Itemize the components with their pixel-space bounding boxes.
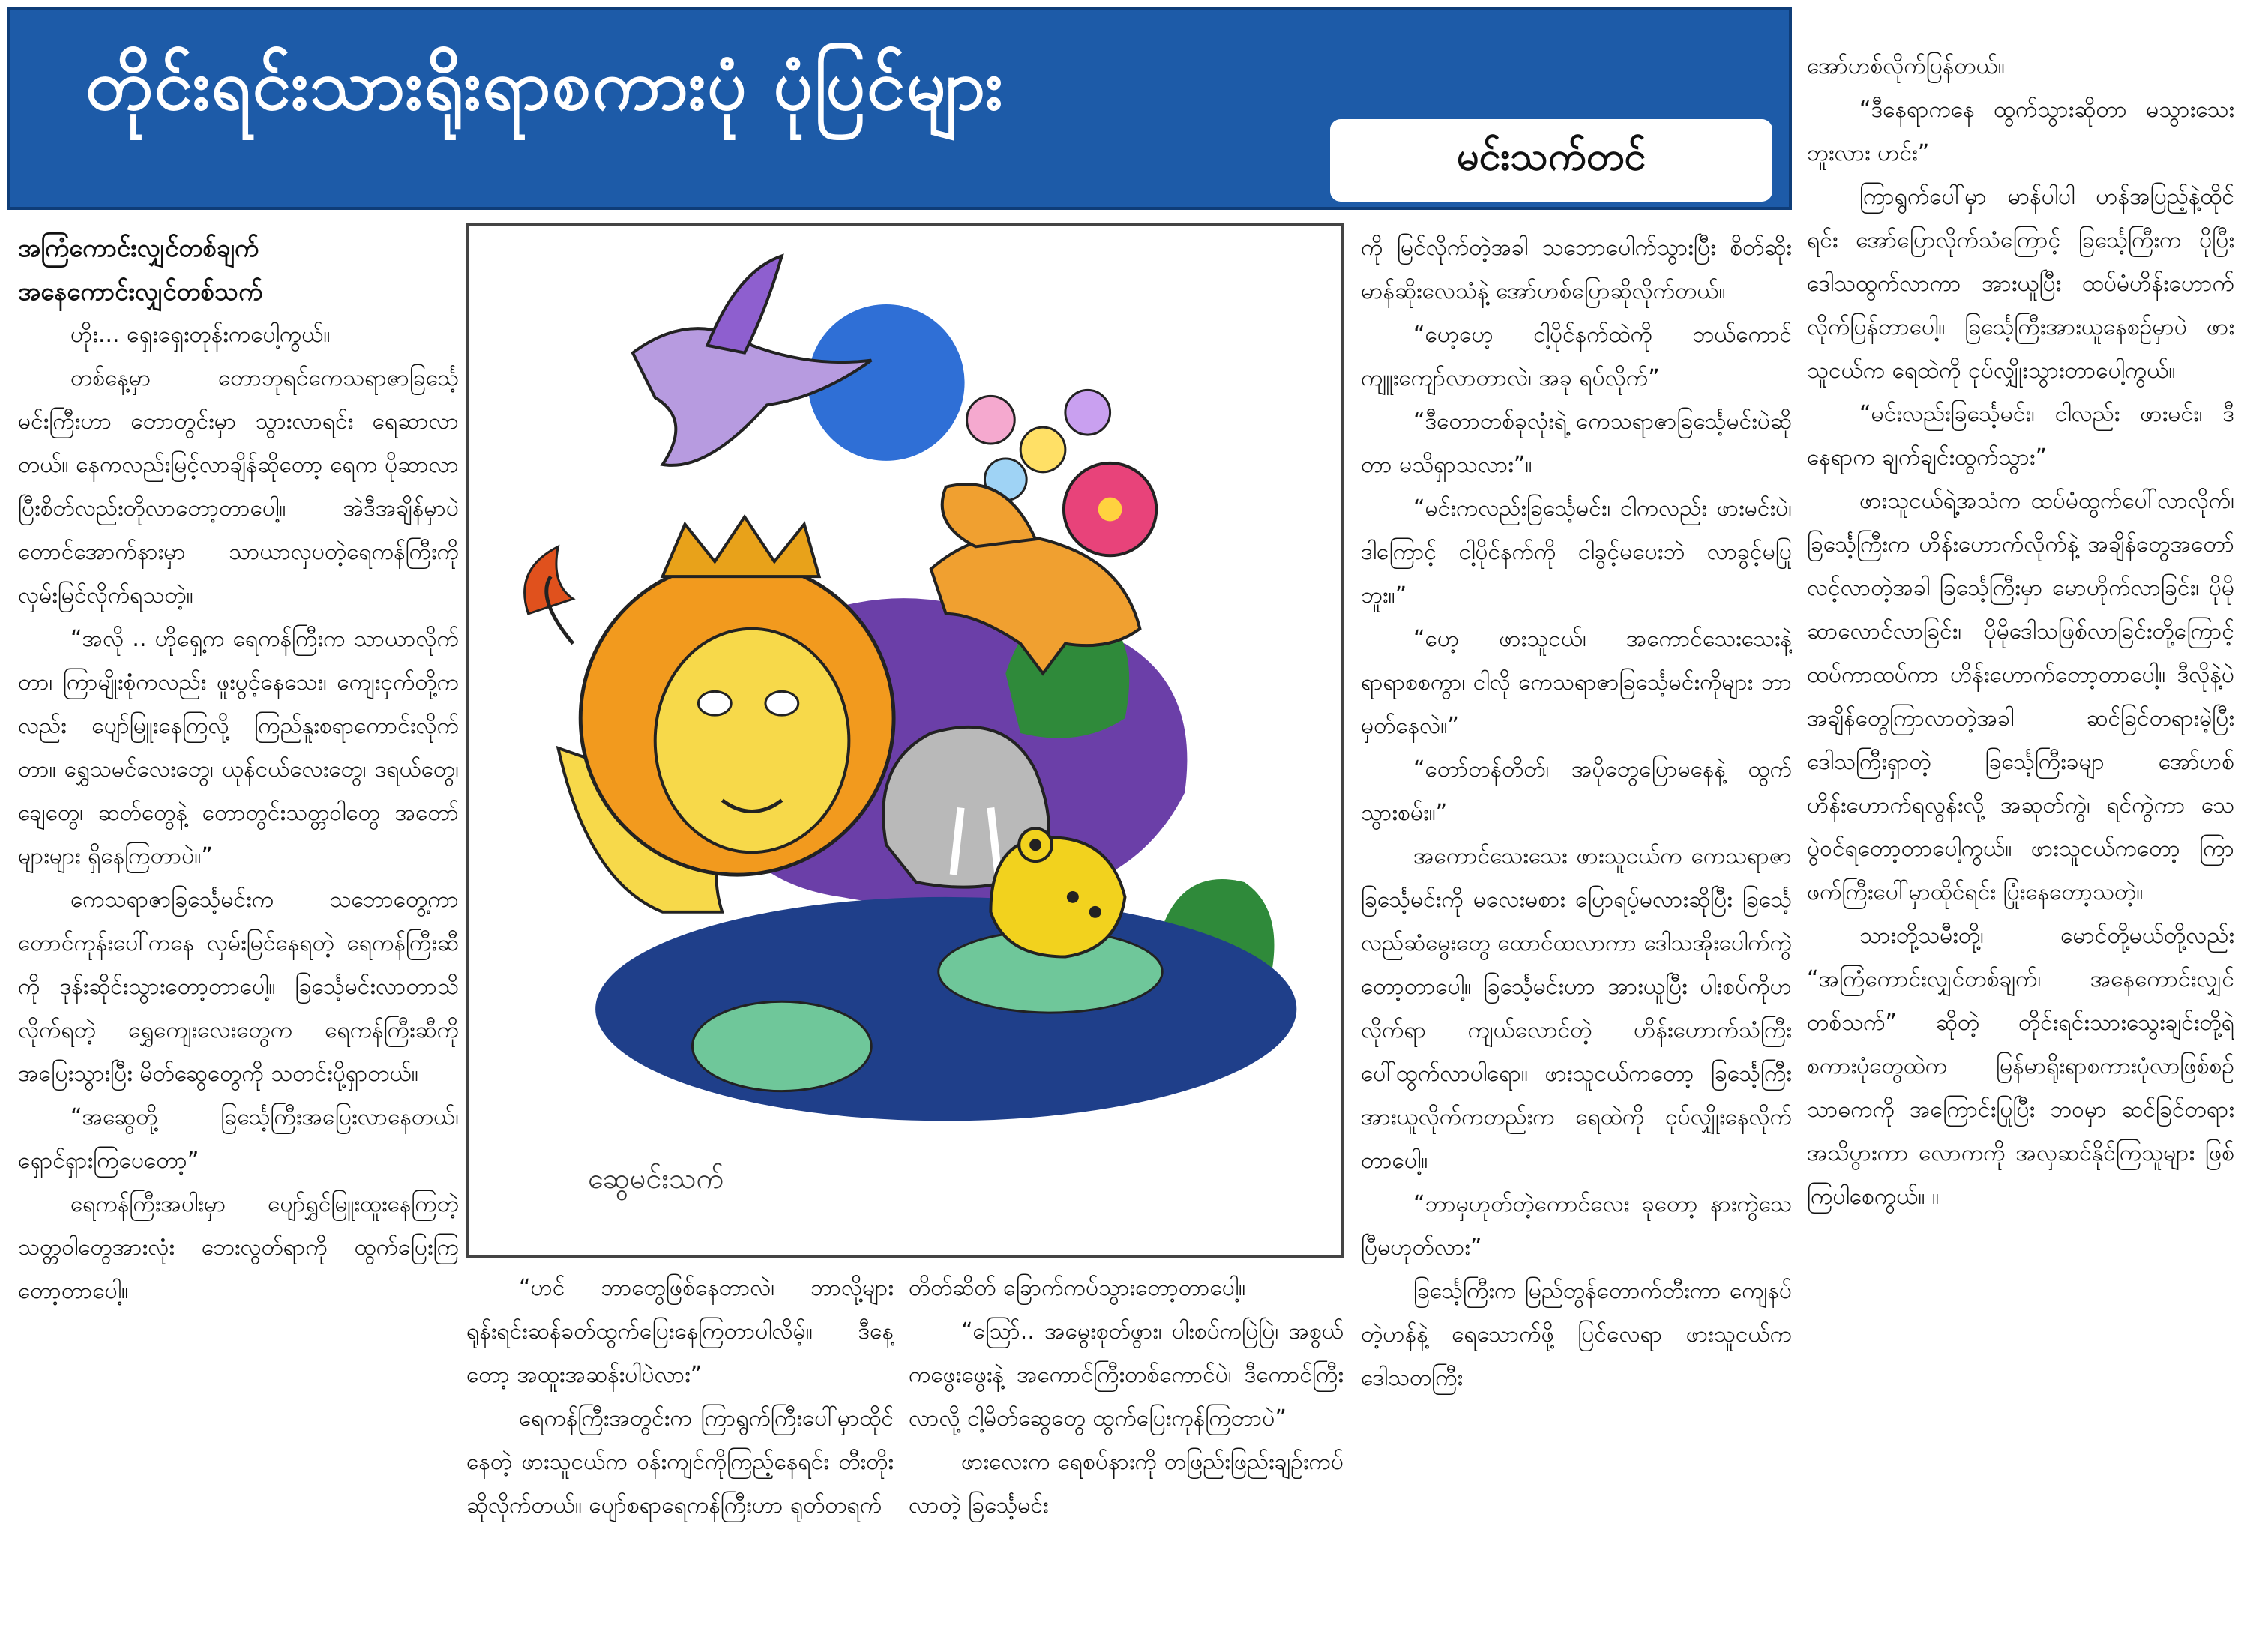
paragraph: “ဒီတောတစ်ခုလုံးရဲ့ ကေသရာဇာခြင်္သေ့မင်းပဲဆိုတာ မသိရှာသလား”။ <box>1361 409 1792 478</box>
paragraph: ကြာရွက်ပေါ်မှာ မာန်ပါပါ ဟန်အပြည့်နဲ့ထိုင်ရင်း အော်ပြောလိုက်သံကြောင့် ခြင်္သေ့ကြီးက ပိုပြီးဒေါသထွက်လာကာ အားယူပြီး ထပ်မံဟိန်းဟောက်လိုက်ပြန်တာပေါ့။ ခြင်္သေ့ကြီးအားယူနေစဉ်မှာပဲ ဖားသူငယ်က ရေထဲကို ငုပ်လျှိုးသွားတာပေါ့ကွယ်။ <box>1807 184 2234 384</box>
paragraph: ရေကန်ကြီးအပါးမှာ ပျော်ရွှင်မြူးထူးနေကြတဲ့သတ္တဝါတွေအားလုံး ဘေးလွတ်ရာကို ထွက်ပြေးကြတော့တာပေါ့။ <box>18 1191 459 1304</box>
paragraph: အော်ဟစ်လိုက်ပြန်တယ်။ <box>1807 53 2005 79</box>
paragraph: “ဩော်.. အမွေးစုတ်ဖွား၊ ပါးစပ်ကပြဲပြဲ၊ အစွယ်ကဖွေးဖွေးနဲ့ အကောင်ကြီးတစ်ကောင်ပဲ၊ ဒီကောင်ကြီးလာလို့ ငါ့မိတ်ဆွေတွေ ထွက်ပြေးကုန်ကြတာပဲ” <box>909 1318 1344 1432</box>
paragraph: တစ်နေ့မှာ တောဘုရင်ကေသရာဇာခြင်္သေ့မင်းကြီးဟာ တောတွင်းမှာ သွားလာရင်း ရေဆာလာတယ်။ နေကလည်းမြင့်လာချိန်ဆိုတော့ ရေက ပိုဆာလာပြီးစိတ်လည်းတိုလာတော့တာပေါ့။ အဲဒီအချိန်မှာပဲ တောင်အောက်နားမှာ သာယာလှပတဲ့ရေကန်ကြီးကို လှမ်းမြင်လိုက်ရသတဲ့။ <box>18 365 459 609</box>
paragraph: “ဘာမှဟုတ်တဲ့ကောင်လေး ခုတော့ နားကွဲသေပြီမဟုတ်လား” <box>1361 1191 1792 1261</box>
paragraph: “မင်းကလည်းခြင်္သေ့မင်း၊ ငါကလည်း ဖားမင်းပဲ၊ ဒါကြောင့် ငါ့ပိုင်နက်ကို ငါခွင့်မပေးဘဲ လာခွင့်မပြုဘူး။” <box>1361 495 1792 609</box>
paragraph: ဖားသူငယ်ရဲ့အသံက ထပ်မံထွက်ပေါ်လာလိုက်၊ ခြင်္သေ့ကြီးက ဟိန်းဟောက်လိုက်နဲ့ အချိန်တွေအတော်လင့်လာတဲ့အခါ ခြင်္သေ့ကြီးမှာ မောဟိုက်လာခြင်း၊ ပိုမိုဆာလောင်လာခြင်း၊ ပိုမိုဒေါသဖြစ်လာခြင်းတို့ကြောင့် ထပ်ကာထပ်ကာ ဟိန်းဟောက်တော့တာပေါ့။ ဒီလိုနဲ့ပဲ အချိန်တွေကြာလာတဲ့အခါ ဆင်ခြင်တရားမဲ့ပြီး ဒေါသကြီးရှာတဲ့ ခြင်္သေ့ကြီးခမျာ အော်ဟစ်ဟိန်းဟောက်ရလွန်းလို့ အဆုတ်ကွဲ၊ ရင်ကွဲကာ သေပွဲဝင်ရတော့တာပေါ့ကွယ်။ ဖားသူငယ်ကတော့ ကြာဖက်ကြီးပေါ်မှာထိုင်ရင်း ပြုံးနေတော့သတဲ့။ <box>1807 488 2234 905</box>
article-column-1 <box>18 226 459 1643</box>
article-column-2 <box>466 1267 894 1645</box>
paragraph: “ဒီနေရာကနေ ထွက်သွားဆိုတာ မသွားသေးဘူးလား ဟင်း” <box>1807 97 2234 166</box>
author-name: မင်းသက်တင် <box>1456 134 1646 179</box>
headline-title: တိုင်းရင်းသားရိုးရာစကားပုံ ပုံပြင်များ <box>85 45 1005 125</box>
author-box <box>1330 119 1772 202</box>
paragraph: ကေသရာဇာခြင်္သေ့မင်းက သဘောတွေ့ကာ တောင်ကုန်းပေါ်ကနေ လှမ်းမြင်နေရတဲ့ ရေကန်ကြီးဆီကို ဒုန်းဆိုင်းသွားတော့တာပေါ့။ ခြင်္သေ့မင်းလာတာသိလိုက်ရတဲ့ ရွှေကျေးလေးတွေက ရေကန်ကြီးဆီကို အပြေးသွားပြီး မိတ်ဆွေတွေကို သတင်းပို့ရှာတယ်။ <box>18 887 459 1087</box>
paragraph: “မင်းလည်းခြင်္သေ့မင်း၊ ငါလည်း ဖားမင်း၊ ဒီနေရာက ချက်ချင်းထွက်သွား” <box>1807 401 2234 471</box>
pond <box>595 897 1296 1121</box>
bird-wing-icon <box>707 256 781 352</box>
paragraph: “အဆွေတို့ ခြင်္သေ့ကြီးအပြေးလာနေတယ်၊ ရှောင်ရှားကြပေတော့” <box>18 1104 459 1174</box>
crown-icon <box>663 517 819 577</box>
lily-pad-icon <box>692 1001 871 1091</box>
section-heading-line-2: အနေကောင်းလျှင်တစ်သက် <box>18 277 263 306</box>
illustration-artwork <box>469 226 1341 1255</box>
artist-signature: ဆွေမင်းသက် <box>588 1161 724 1195</box>
paragraph: တိတ်ဆိတ် ခြောက်ကပ်သွားတော့တာပေါ့။ <box>909 1275 1246 1301</box>
paragraph: “အလို .. ဟိုရှေ့က ရေကန်ကြီးက သာယာလိုက်တာ၊ ကြာမျိုးစုံကလည်း ဖူးပွင့်နေသေး၊ ကျေးငှက်တို့ကလည်း ပျော်မြူးနေကြလို့ ကြည်နူးစရာကောင်းလိုက်တာ။ ရွှေသမင်လေးတွေ၊ ယုန်ငယ်လေးတွေ၊ ဒရယ်တွေ၊ ချေတွေ၊ ဆတ်တွေနဲ့ တောတွင်းသတ္တဝါတွေ အတော်များများ ရှိနေကြတာပဲ။” <box>18 626 459 869</box>
paragraph: “ဟင် ဘာတွေဖြစ်နေတာလဲ၊ ဘာလို့များ ရုန်းရင်းဆန်ခတ်ထွက်ပြေးနေကြတာပါလိမ့်။ ဒီနေ့တော့ အထူးအဆန်းပါပဲလား” <box>466 1275 894 1388</box>
paragraph: သားတို့သမီးတို့၊ မောင်တို့မယ်တို့လည်း “အကြံကောင်းလျှင်တစ်ချက်၊ အနေကောင်းလျှင်တစ်သက်” ဆိုတဲ့ တိုင်းရင်းသားသွေးချင်းတို့ရဲ့ စကားပုံတွေထဲက မြန်မာရိုးရာစကားပုံလာဖြစ်စဉ်သာဓကကို အကြောင်းပြုပြီး ဘဝမှာ ဆင်ခြင်တရားအသိပွားကာ လောကကို အလှဆင်နိုင်ကြသူများ ဖြစ်ကြပါစေကွယ်။ ။ <box>1807 923 2234 1210</box>
paragraph: ဟိုး... ရှေးရှေးတုန်းကပေါ့ကွယ်။ <box>70 322 331 348</box>
article-column-4 <box>1361 226 1792 1643</box>
article-column-3 <box>909 1267 1344 1645</box>
paragraph: “တော်တန်တိတ်၊ အပိုတွေပြောမနေနဲ့ ထွက်သွားစမ်း။” <box>1361 756 1792 826</box>
paragraph: ကို မြင်လိုက်တဲ့အခါ သဘောပေါက်သွားပြီး စိတ်ဆိုးမာန်ဆိုးလေသံနဲ့ အော်ဟစ်ပြောဆိုလိုက်တယ်။ <box>1361 235 1792 304</box>
paragraph: အကောင်သေးသေး ဖားသူငယ်က ကေသရာဇာခြင်္သေ့မင်းကို မလေးမစား ပြောရပ့်မလားဆိုပြီး ခြင်္သေ့လည်ဆံမွေးတွေ ထောင်ထလာကာ ဒေါသအိုးပေါက်ကွဲတော့တာပေါ့။ ခြင်္သေ့မင်းဟာ အားယူပြီး ပါးစပ်ကိုဟလိုက်ရာ ကျယ်လောင်တဲ့ ဟိန်းဟောက်သံကြီးပေါ်ထွက်လာပါရော။ ဖားသူငယ်ကတော့ ခြင်္သေ့ကြီး အားယူလိုက်ကတည်းက ရေထဲကို ငုပ်လျှိုးနေလိုက်တာပေါ့။ <box>1361 843 1792 1174</box>
paragraph: “ဟေ့ ဖားသူငယ်၊ အကောင်သေးသေးနဲ့ ရာရာစစကွာ၊ ငါလို ကေသရာဇာခြင်္သေ့မင်းကိုများ ဘာမှတ်နေလဲ။” <box>1361 626 1792 739</box>
story-illustration <box>466 223 1344 1258</box>
paragraph: ခြင်္သေ့ကြီးက မြည်တွန်တောက်တီးကာ ကျေနပ်တဲ့ဟန်နဲ့ ရေသောက်ဖို့ ပြင်လေရာ ဖားသူငယ်က ဒေါသတကြီး <box>1361 1278 1792 1391</box>
section-heading-line-1: အကြံကောင်းလျှင်တစ်ချက် <box>18 233 259 262</box>
article-column-5 <box>1807 45 2234 1645</box>
paragraph: “ဟေ့ဟေ့ ငါ့ပိုင်နက်ထဲကို ဘယ်ကောင် ကျူးကျော်လာတာလဲ၊ အခု ရပ်လိုက်” <box>1361 322 1792 391</box>
headline-banner <box>7 7 1792 210</box>
paragraph: ဖားလေးက ရေစပ်နားကို တဖြည်းဖြည်းချဉ်းကပ်လာတဲ့ ခြင်္သေ့မင်း <box>909 1449 1344 1519</box>
paragraph: ရေကန်ကြီးအတွင်းက ကြာရွက်ကြီးပေါ်မှာထိုင်နေတဲ့ ဖားသူငယ်က ဝန်းကျင်ကိုကြည့်နေရင်း တီးတိုးဆိုလိုက်တယ်။ ပျော်စရာရေကန်ကြီးဟာ ရုတ်တရက် <box>466 1405 894 1519</box>
